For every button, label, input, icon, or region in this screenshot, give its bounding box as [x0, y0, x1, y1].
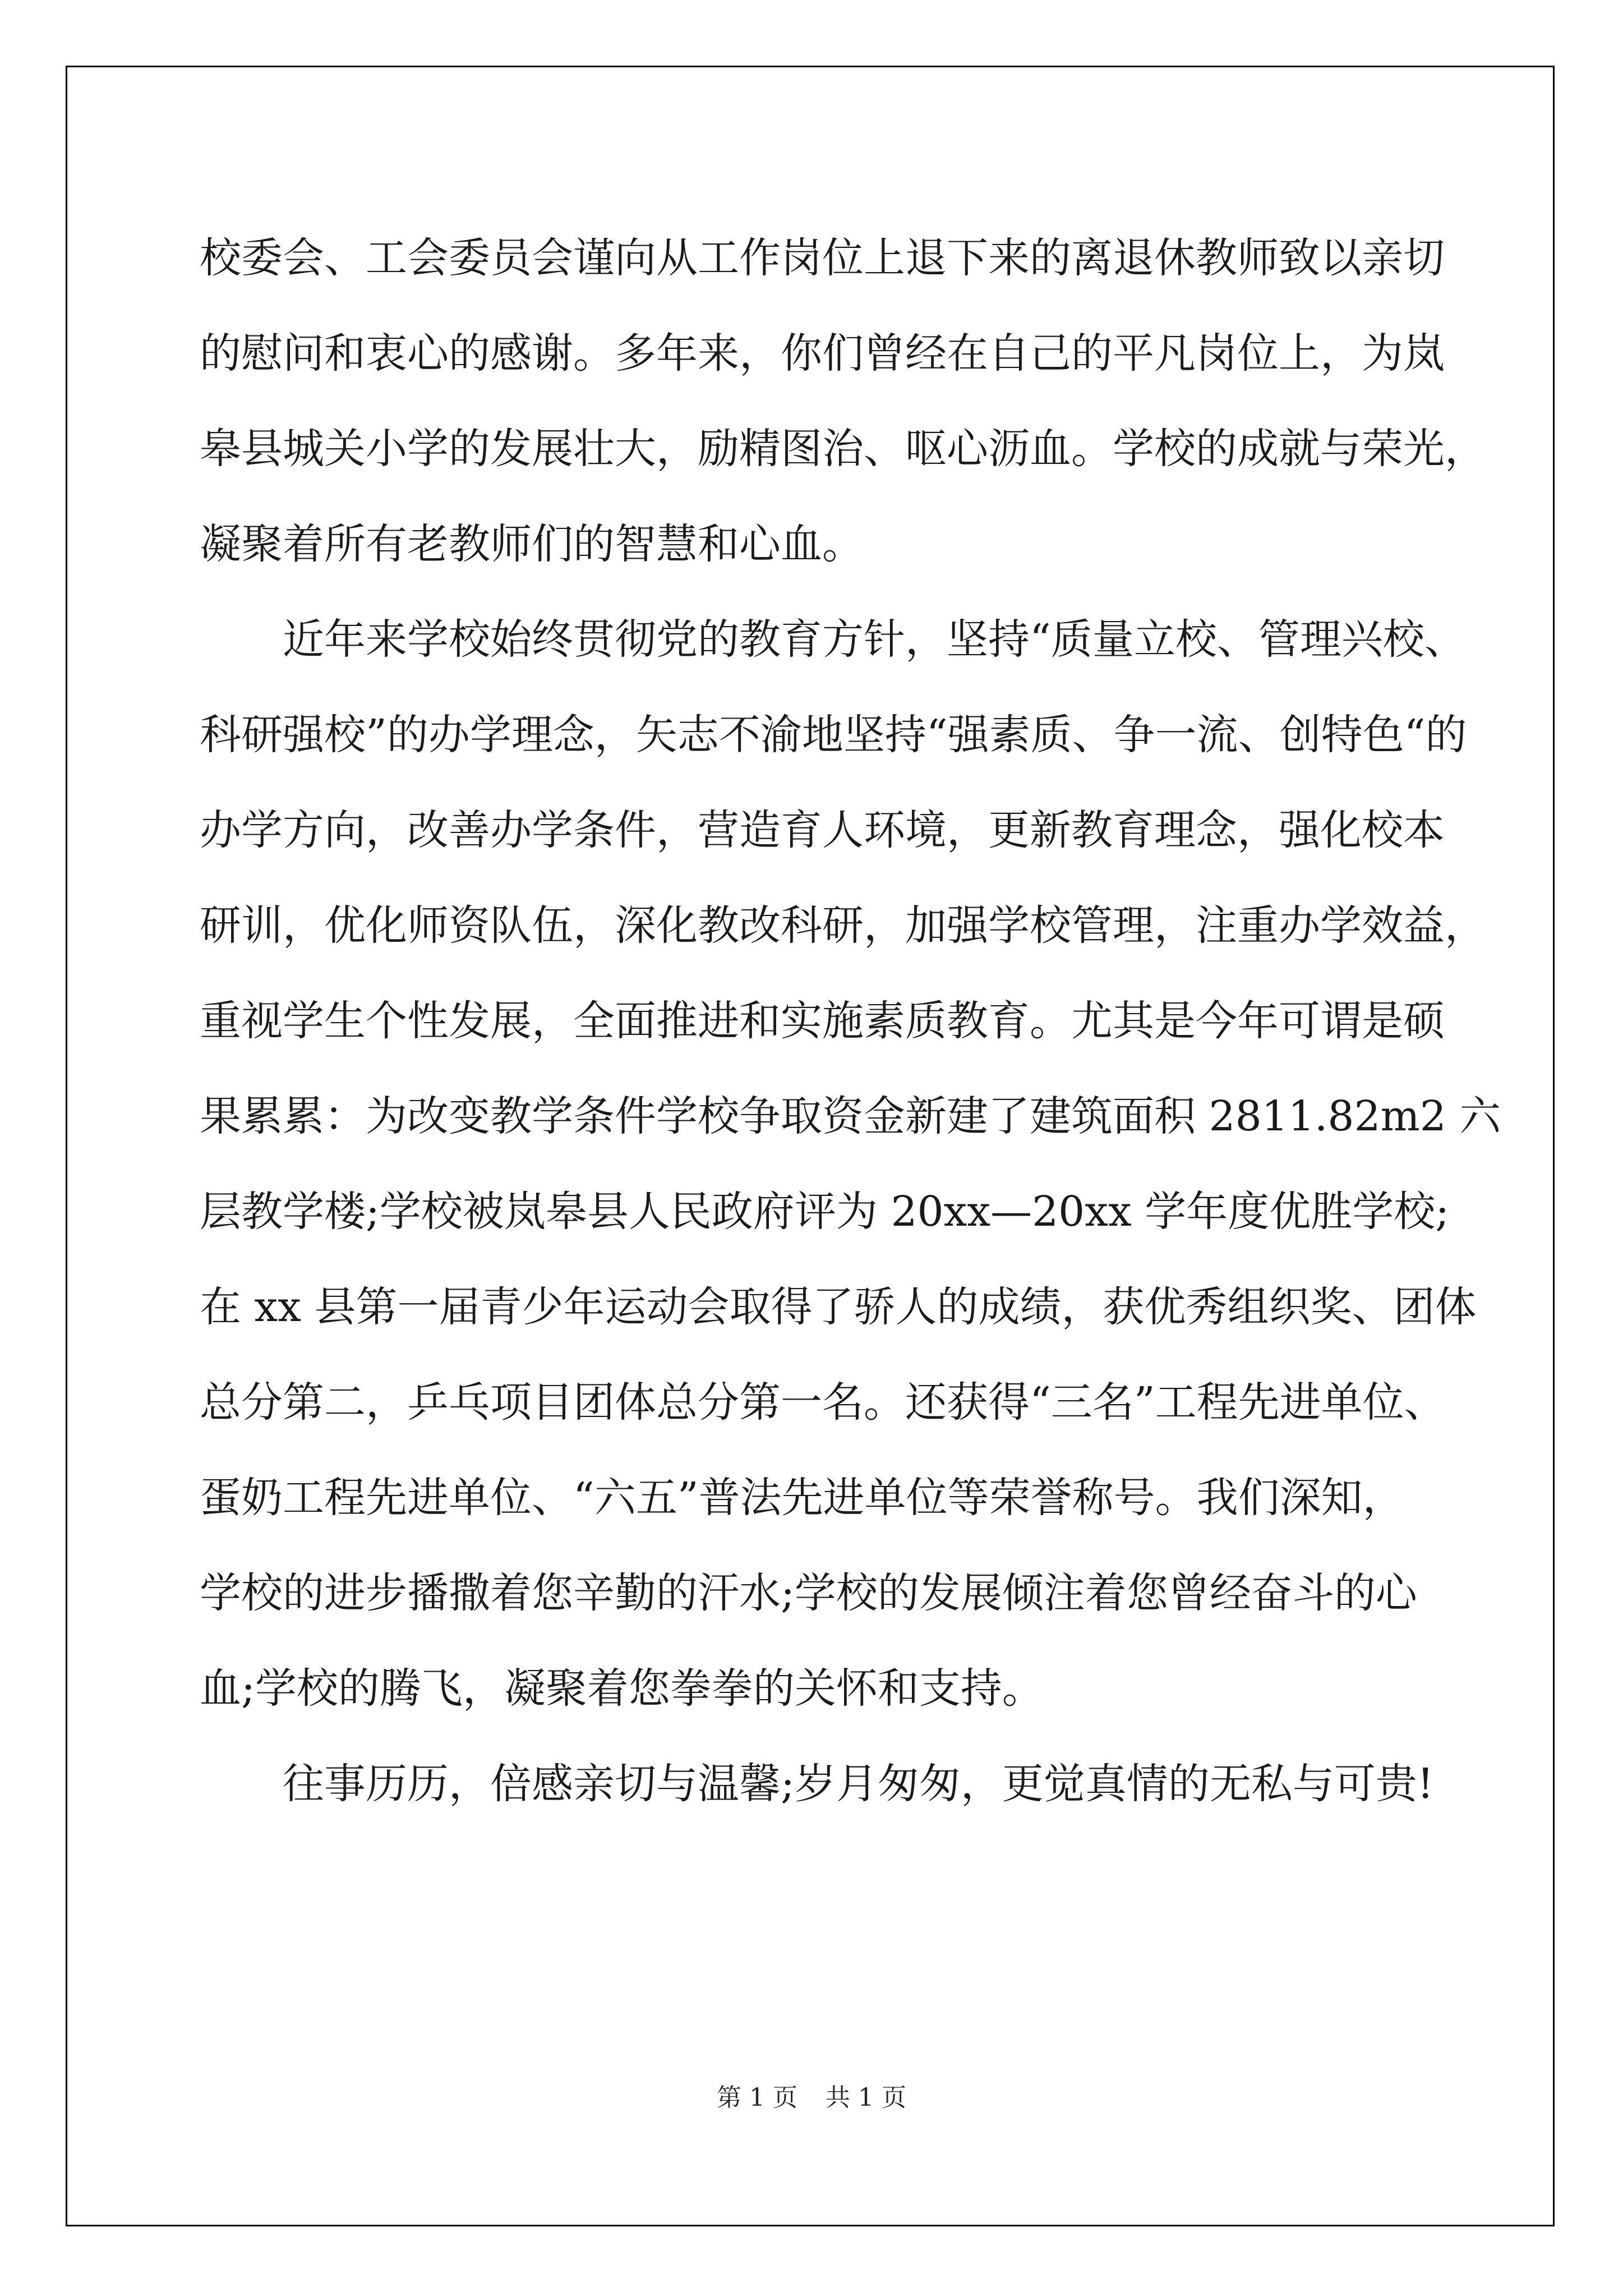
text-line: 重视学生个性发展，全面推进和实施素质教育。尤其是今年可谓是硕: [200, 997, 1445, 1045]
paragraph-1: [200, 210, 1486, 592]
text-line: 皋县城关小学的发展壮大，励精图治、呕心沥血。学校的成就与荣光，: [200, 425, 1486, 473]
text-line: 的慰问和衷心的感谢。多年来，你们曾经在自己的平凡岗位上，为岚: [200, 329, 1445, 378]
text-line: 果累累：为改变教学条件学校争取资金新建了建筑面积 2811.82m2 六: [200, 1092, 1501, 1140]
text-line: 校委会、工会委员会谨向从工作岗位上退下来的离退休教师致以亲切: [200, 234, 1445, 282]
text-line: 办学方向，改善办学条件，营造育人环境，更新教育理念，强化校本: [200, 806, 1445, 854]
paragraph-2: [200, 592, 1501, 1736]
text-line: 在 xx 县第一届青少年运动会取得了骄人的成绩，获优秀组织奖、团体: [200, 1283, 1477, 1331]
text-line: 近年来学校始终贯彻党的教育方针，坚持“质量立校、管理兴校、: [283, 615, 1466, 664]
text-line: 科研强校”的办学理念，矢志不渝地坚持“强素质、争一流、创特色“的: [200, 711, 1467, 759]
text-line: 总分第二，乒乓项目团体总分第一名。还获得“三名”工程先进单位、: [200, 1378, 1446, 1427]
text-line: 凝聚着所有老教师们的智慧和心血。: [200, 520, 864, 568]
document-body: [200, 210, 1501, 1832]
text-line: 往事历历，倍感亲切与温馨;岁月匆匆，更觉真情的无私与可贵!: [283, 1760, 1434, 1808]
paragraph-3: [200, 1736, 1450, 1832]
text-line: 血;学校的腾飞，凝聚着您拳拳的关怀和支持。: [200, 1664, 1044, 1713]
text-line: 研训，优化师资队伍，深化教改科研，加强学校管理，注重办学效益，: [200, 901, 1486, 950]
page-count: 共 1 页: [826, 2083, 906, 2112]
page-footer: [0, 2081, 1623, 2115]
text-line: 层教学楼;学校被岚皋县人民政府评为 20xx—20xx 学年度优胜学校;: [200, 1188, 1450, 1236]
page-number: 第 1 页: [717, 2083, 797, 2112]
text-line: 蛋奶工程先进单位、“六五”普法先进单位等荣誉称号。我们深知，: [200, 1474, 1404, 1522]
text-line: 学校的进步播撒着您辛勤的汗水;学校的发展倾注着您曾经奋斗的心: [200, 1569, 1417, 1617]
